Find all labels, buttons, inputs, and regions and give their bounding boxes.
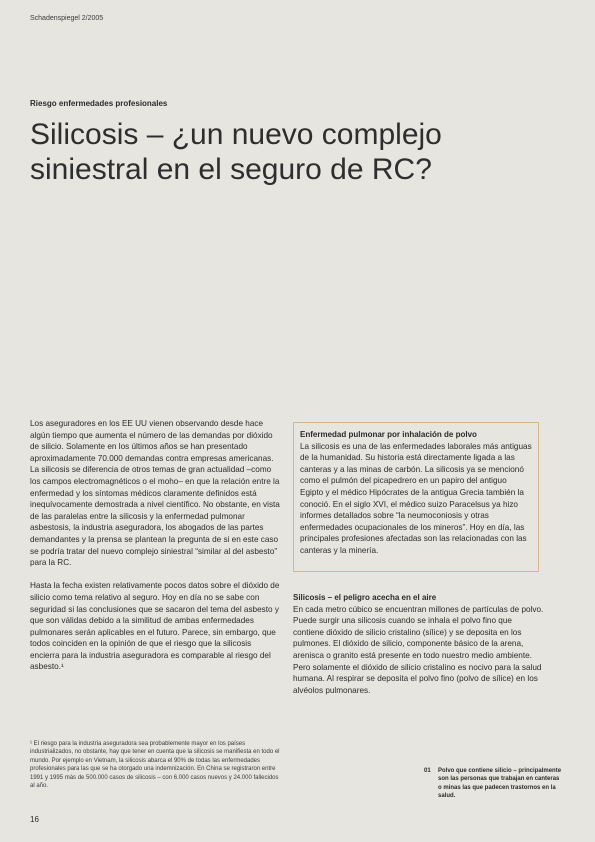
footnote: ¹ El riesgo para la industria aseguradora sea probablemente mayor en los países industrializados, no obstante, hay que tener en cuenta que la silicosis se manifiesta en todo el mundo. Por ejemplo en Vietnam, la silicosis abarca el 90% de todas las enfermedades profesionales para las que se ha otorgado una indemnización. En China se registraron entre 1991 y 1995 más de 500.000 casos de silicosis – con 6.000 casos nuevos y 24.000 fallecidos al año. bbox=[30, 741, 280, 790]
page-number: 16 bbox=[30, 815, 39, 824]
section-silicosis bbox=[293, 592, 545, 696]
section-label: Riesgo enfermedades profesionales bbox=[30, 99, 168, 108]
article-title: Silicosis – ¿un nuevo complejo siniestral en el seguro de RC? bbox=[30, 118, 442, 186]
caption-text: Polvo que contiene silicio – principalmente son las personas que trabajan en canteras o minas las que padecen trastornos en la salud. bbox=[438, 768, 562, 800]
section-text: En cada metro cúbico se encuentran millones de partículas de polvo. Puede surgir una silicosis cuando se inhala el polvo fino que contiene dióxido de silicio cristalino (sílice) y se deposita en los pulmones. El dióxido de silicio, componente básico de la arena, arenisca o granito está presente en todo nuestro medio ambiente. Pero solamente el dióxido de silicio cristalino es nocivo para la salud humana. Al respirar se deposita el polvo fino (polvo de sílice) en los alvéolos pulmonares. bbox=[293, 604, 544, 695]
info-box-title: Enfermedad pulmonar por inhalación de polvo bbox=[300, 430, 477, 439]
caption-number: 01 bbox=[424, 768, 431, 774]
body-paragraph: Los aseguradores en los EE UU vienen observando desde hace algún tiempo que aumenta el número de las demandas por dióxido de silicio. Solamente en los últimos años se han presentado aproximadamente 70.000 demandas contra empresas americanas. La silicosis se diferencia de otros temas de gran actualidad –como los campos electromagnéticos o el moho– en que la relación entre la enfermedad y los síntomas médicos claramente definidos está inequívocamente demostrada a nivel científico. No obstante, en vista de las paralelas entre la silicosis y la enfermedad pulmonar asbestosis, la industria aseguradora, los abogados de las partes demandantes y la prensa se plantean la pregunta de si en este caso se podría tratar del nuevo complejo siniestral “similar al del asbesto” para la RC. bbox=[30, 419, 280, 568]
body-paragraph: Hasta la fecha existen relativamente pocos datos sobre el dióxido de silicio como tema relativo al seguro. Hoy en día no se sabe con seguridad si las conclusiones que se sacaron del tema del asbesto y que son válidas debido a la similitud de ambas enfermedades pulmonares serán aplicables en el futuro. Parece, sin embargo, que todos coinciden en la opinión de que el riesgo que la silicosis encierra para la industria aseguradora es comparable al riesgo del asbesto.¹ bbox=[30, 581, 280, 672]
body-left-column bbox=[30, 418, 280, 685]
info-box bbox=[293, 422, 539, 572]
info-box-text: La silicosis es una de las enfermedades laborales más antiguas de la humanidad. Su historia está directamente ligada a las canteras y a las minas de carbón. La silicosis ya se mencionó como el pulmón del picapedrero en un papiro del antiguo Egipto y el médico Hipócrates de la antigua Grecia también la conoció. En el siglo XVI, el médico suizo Paracelsus ya hizo informes detallados sobre “la neumoconiosis y otras enfermedades ocupacionales de los mineros”. Hoy en día, las principales profesiones afectadas son las relacionadas con las canteras y la minería. bbox=[300, 441, 532, 555]
figure-caption bbox=[424, 767, 564, 801]
section-title: Silicosis – el peligro acecha en el aire bbox=[293, 593, 437, 602]
publication-header: Schadenspiegel 2/2005 bbox=[30, 15, 104, 22]
